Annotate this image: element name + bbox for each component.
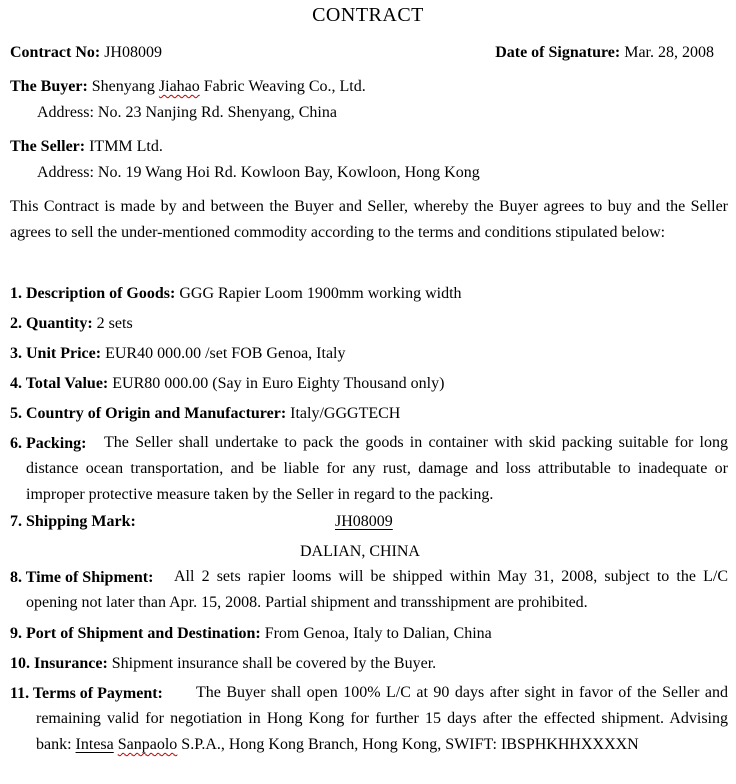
clause-label: 7. Shipping Mark: [10, 513, 136, 530]
contract-number-label: Contract No: [10, 44, 101, 61]
clause-text: Shipment insurance shall be covered by the Buyer. [111, 655, 437, 672]
signature-date-label: Date of Signature: [495, 44, 621, 61]
clause-time-label: 8. Time of Shipment: [10, 569, 154, 586]
seller-line [10, 137, 163, 157]
clause-insurance [10, 654, 436, 674]
clause-payment-label: 11. Terms of Payment: [10, 685, 163, 702]
clause-label: 4. Total Value: [10, 375, 109, 392]
clause-total-value [10, 374, 444, 394]
seller-address: Address: No. 19 Wang Hoi Rd. Kowloon Bay, Kowloon, Hong Kong [37, 164, 480, 181]
signature-date-value: Mar. 28, 2008 [624, 44, 714, 61]
document-title: CONTRACT [312, 4, 424, 26]
clause-text: Italy/GGGTECH [290, 405, 401, 422]
clause-packing-label: 6. Packing: [10, 435, 87, 452]
clause-label: 9. Port of Shipment and Destination: [10, 625, 261, 642]
bank-name-b: Sanpaolo [117, 736, 178, 753]
buyer-address: Address: No. 23 Nanjing Rd. Shenyang, China [37, 104, 337, 121]
clause-packing-text: The Seller shall undertake to pack the goods in container with skid packing suitable for long distance ocean transportation, and be liable for any rust, damage and loss attributable to inadequate or improper protective measure taken by the Seller in regard to the packing. [26, 434, 728, 503]
clause-payment-text: The Buyer shall open 100% L/C at 90 days after sight in favor of the Seller and remaining valid for negotiation in Hong Kong for further 15 days after the effected shipment. Advising bank: Intesa Sanpaolo S.P.A., Hong Kong Branch, Hong Kong, SWIFT: IBSPHKHHXXXXN [36, 684, 728, 753]
clause-time-text: All 2 sets rapier looms will be shipped within May 31, 2008, subject to the L/C opening not later than Apr. 15, 2008. Partial shipment and transshipment are prohibited. [26, 568, 728, 611]
buyer-line [10, 77, 366, 97]
clause-quantity [10, 314, 133, 334]
buyer-name: Shenyang Jiahao Fabric Weaving Co., Ltd. [91, 78, 366, 95]
clause-unit-price [10, 344, 346, 364]
clause-text: EUR80 000.00 (Say in Euro Eighty Thousand only) [112, 375, 445, 392]
shipping-mark-port: DALIAN, CHINA [300, 543, 420, 560]
clause-port [10, 624, 492, 644]
clause-label: 10. Insurance: [10, 655, 108, 672]
signature-date [495, 43, 714, 63]
bank-name-a: Intesa [75, 736, 114, 753]
contract-number [10, 43, 162, 63]
contract-number-value: JH08009 [104, 44, 162, 61]
seller-name: ITMM Ltd. [89, 138, 163, 155]
buyer-label: The Buyer: [10, 78, 88, 95]
clause-label: 1. Description of Goods: [10, 285, 176, 302]
clause-text: From Genoa, Italy to Dalian, China [264, 625, 492, 642]
shipping-mark-code: JH08009 [335, 513, 393, 530]
clause-text: 2 sets [96, 315, 133, 332]
clause-label: 3. Unit Price: [10, 345, 102, 362]
clause-origin [10, 404, 400, 424]
clause-shipping-mark [10, 512, 136, 532]
clause-text: GGG Rapier Loom 1900mm working width [179, 285, 462, 302]
seller-label: The Seller: [10, 138, 86, 155]
clause-label: 5. Country of Origin and Manufacturer: [10, 405, 287, 422]
clause-label: 2. Quantity: [10, 315, 93, 332]
clause-description [10, 284, 462, 304]
clause-text: EUR40 000.00 /set FOB Genoa, Italy [105, 345, 346, 362]
intro-paragraph: This Contract is made by and between the Buyer and Seller, whereby the Buyer agrees to buy and the Seller agrees to sell the under-mentioned commodity according to the terms and conditions stipulated below: [10, 198, 728, 241]
